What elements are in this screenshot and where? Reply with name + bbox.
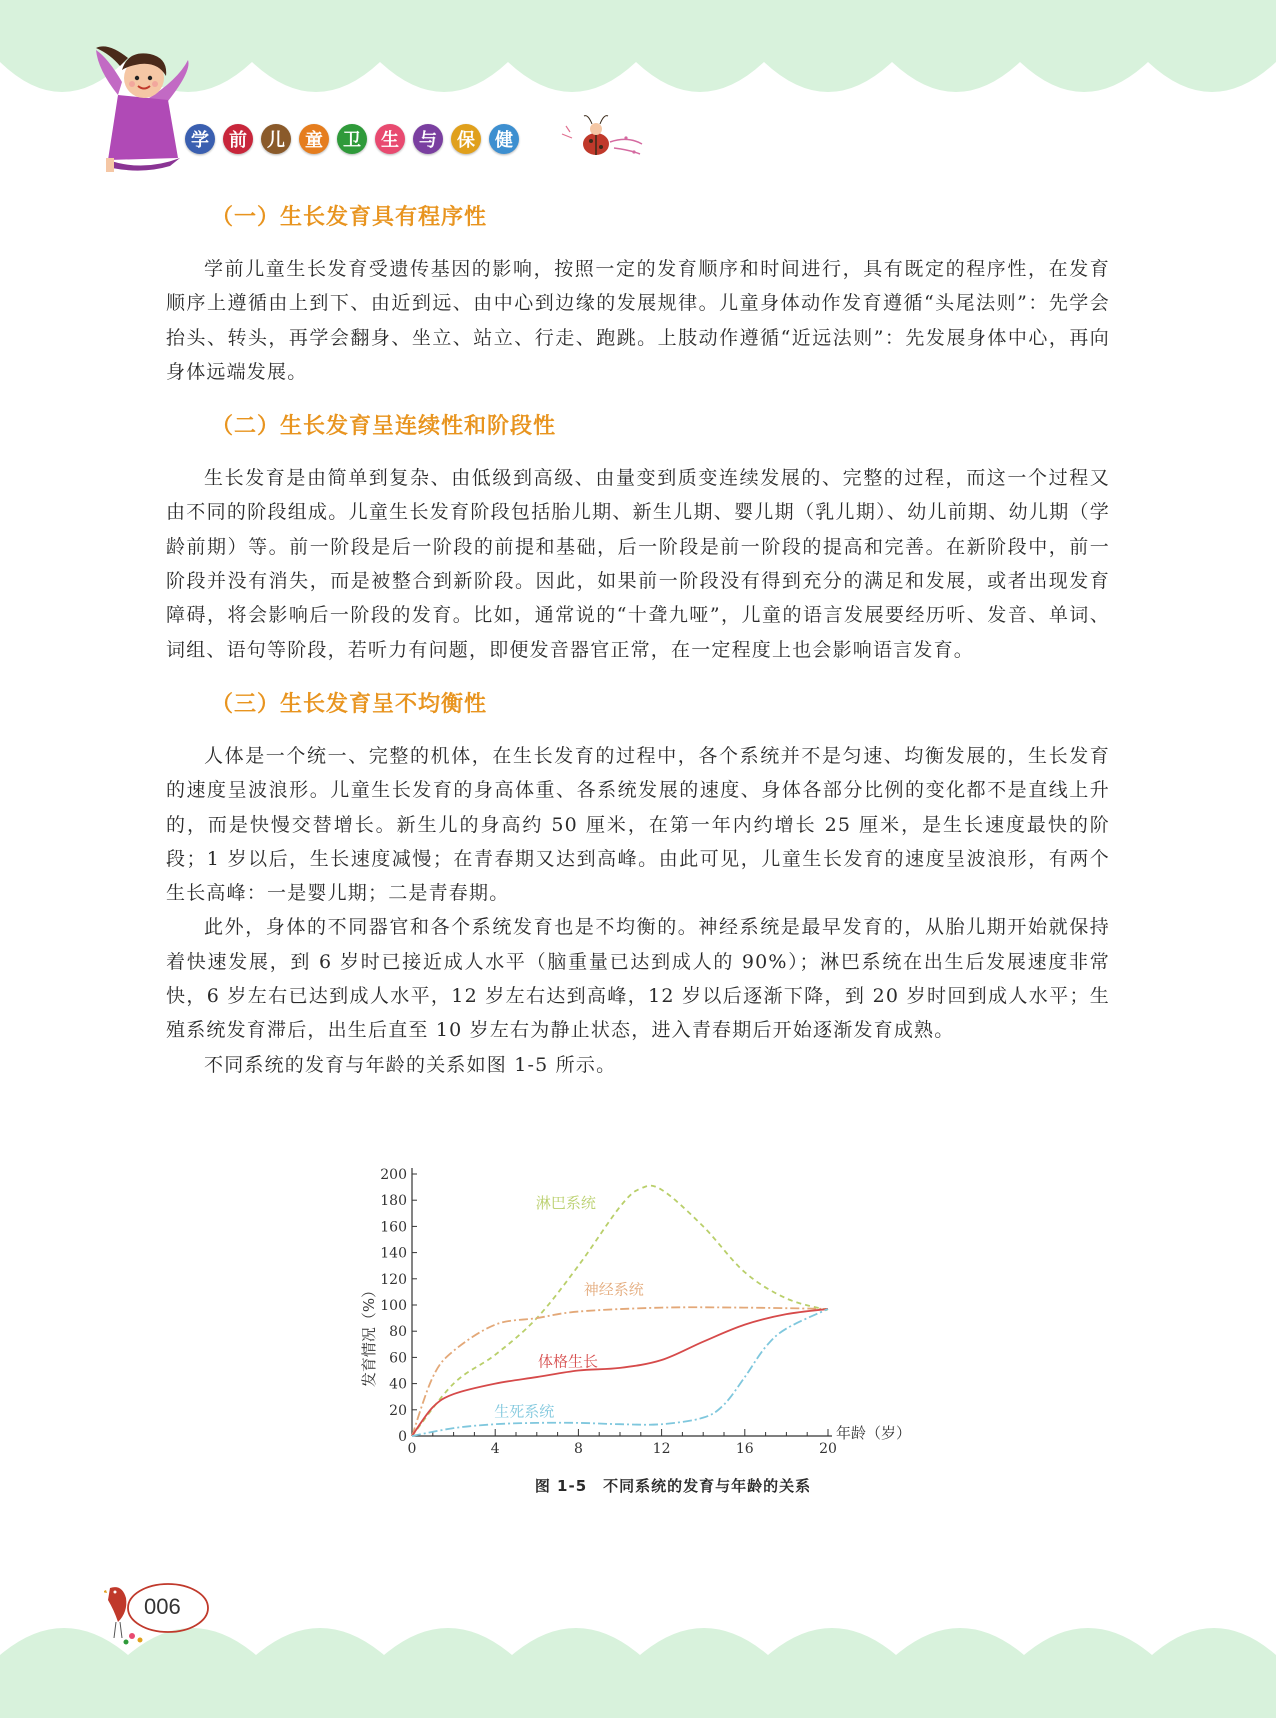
figure-caption: 图 1-5 不同系统的发育与年龄的关系 [534, 1477, 812, 1495]
series-char: 童 [299, 124, 329, 154]
y-tick-label: 200 [380, 1167, 407, 1183]
y-tick-label: 0 [398, 1429, 407, 1445]
y-tick-label: 80 [389, 1324, 407, 1341]
section-2-paragraph: 生长发育是由简单到复杂、由低级到高级、由量变到质变连续发展的、完整的过程，而这一个过程又由不同的阶段组成。儿童生长发育阶段包括胎儿期、新生儿期、婴儿期（乳儿期）、幼儿前期、幼儿期（学龄前期）等。前一阶段是后一阶段的前提和基础，后一阶段是前一阶段的提高和完善。在新阶段中，前一阶段并没有消失，而是被整合到新阶段。因此，如果前一阶段没有得到充分的满足和发展，或者出现发育障碍，将会影响后一阶段的发育。比如，通常说的“十聋九哑”，儿童的语言发展要经历听、发音、单词、词组、语句等阶段，若听力有问题，即便发音器官正常，在一定程度上也会影响语言发育。 [166, 467, 1110, 661]
series-line-2 [412, 1307, 828, 1436]
series-char: 健 [489, 124, 519, 154]
page-number-badge [104, 1580, 214, 1650]
series-line-1 [412, 1186, 828, 1436]
book-series-title [185, 124, 519, 154]
series-char: 前 [223, 124, 253, 154]
series-label-3: 体格生长 [537, 1352, 599, 1371]
growth-chart [340, 1160, 940, 1500]
series-char: 学 [185, 124, 215, 154]
section-heading-1: （一）生长发育具有程序性 [211, 205, 488, 230]
series-line-4 [412, 1309, 828, 1436]
series-char: 卫 [337, 124, 367, 154]
page-body [166, 198, 1110, 1082]
series-label-2: 神经系统 [583, 1280, 644, 1299]
series-char: 保 [451, 124, 481, 154]
series-line-3 [412, 1309, 828, 1436]
x-axis-label: 年龄（岁） [836, 1424, 912, 1442]
y-tick-label: 160 [380, 1219, 407, 1236]
section-heading-2: （二）生长发育呈连续性和阶段性 [211, 414, 557, 440]
y-tick-label: 100 [380, 1298, 407, 1314]
series-char: 与 [413, 124, 443, 154]
x-tick-label: 8 [573, 1441, 583, 1457]
series-label-4: 生死系统 [494, 1402, 555, 1421]
y-tick-label: 180 [380, 1193, 407, 1210]
girl-mascot-icon [88, 40, 208, 175]
y-tick-label: 60 [389, 1350, 407, 1367]
series-label-1: 淋巴系统 [535, 1194, 596, 1213]
section-3-paragraph-1: 人体是一个统一、完整的机体，在生长发育的过程中，各个系统并不是匀速、均衡发展的，生长发育的速度呈波浪形。儿童生长发育的身高体重、各系统发展的速度、身体各部分比例的变化都不是直线上升的，而是快慢交替增长。新生儿的身高约 50 厘米，在第一年内约增长 25 厘米，是生长速度最快的阶段；1 岁以后，生长速度减慢；在青春期又达到高峰。由此可见，儿童生长发育的速度呈波浪形，有两个生长高峰：一是婴儿期；二是青春期。 [166, 744, 1110, 905]
section-1-paragraph: 学前儿童生长发育受遗传基因的影响，按照一定的发育顺序和时间进行，具有既定的程序性，在发育顺序上遵循由上到下、由近到远、由中心到边缘的发展规律。儿童身体动作发育遵循“头尾法则”：先学会抬头、转头，再学会翻身、坐立、站立、行走、跑跳。上肢动作遵循“近远法则”：先发展身体中心，再向身体远端发展。 [166, 258, 1110, 383]
y-tick-label: 40 [389, 1376, 407, 1393]
y-axis-label: 发育情况（%） [360, 1282, 378, 1388]
section-3-paragraph-3: 不同系统的发育与年龄的关系如图 1-5 所示。 [204, 1053, 617, 1076]
x-tick-label: 20 [819, 1441, 837, 1457]
y-tick-label: 140 [380, 1245, 407, 1262]
y-tick-label: 20 [389, 1402, 407, 1419]
section-heading-3: （三）生长发育呈不均衡性 [211, 691, 488, 717]
section-3-paragraph-2: 此外，身体的不同器官和各个系统发育也是不均衡的。神经系统是最早发育的，从胎儿期开始就保持着快速发展，到 6 岁时已接近成人水平（脑重量已达到成人的 90%）；淋巴系统在出生后发展速度非常快，6 岁左右已达到成人水平，12 岁左右达到高峰，12 岁以后逐渐下降，到 20 岁时回到成人水平；生殖系统发育滞后，出生后直至 10 岁左右为静止状态，进入青春期后开始逐渐发育成熟。 [166, 916, 1110, 1042]
x-tick-label: 16 [735, 1441, 754, 1457]
y-tick-label: 120 [380, 1271, 407, 1288]
page-number: 006 [144, 1594, 181, 1619]
x-tick-label: 0 [407, 1441, 417, 1457]
series-char: 生 [375, 124, 405, 154]
x-tick-label: 12 [652, 1441, 671, 1457]
x-tick-label: 4 [490, 1441, 500, 1457]
ladybug-decoration-icon [560, 112, 645, 167]
series-char: 儿 [261, 124, 291, 154]
